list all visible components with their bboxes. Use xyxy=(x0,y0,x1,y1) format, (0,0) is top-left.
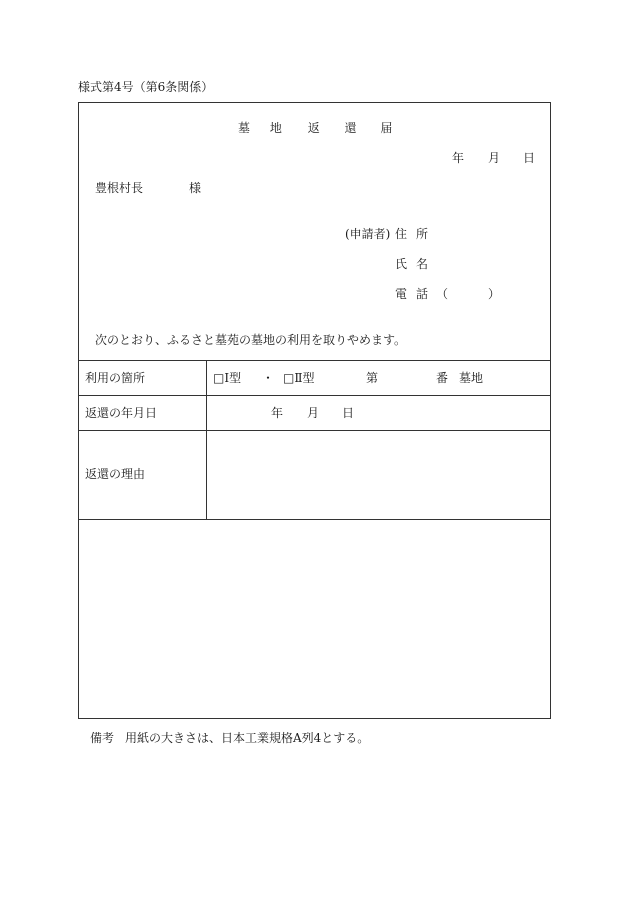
address-label xyxy=(395,227,428,241)
applicant-prefix: (申請者) xyxy=(345,227,391,241)
address-char: 所 xyxy=(416,227,429,241)
type-separator: ・ xyxy=(262,371,275,385)
return-date-day: 日 xyxy=(342,406,355,420)
name-char: 氏 xyxy=(395,257,408,271)
return-date-label: 返還の年月日 xyxy=(85,406,158,420)
phone-open-paren: （ xyxy=(436,287,449,301)
form-title xyxy=(238,121,392,135)
name-char: 名 xyxy=(416,257,429,271)
note-text: 用紙の大きさは、日本工業規格A列4とする。 xyxy=(125,731,370,745)
phone-close-paren: ） xyxy=(488,287,501,301)
title-char: 墓 xyxy=(238,121,251,135)
name-label xyxy=(395,257,428,271)
lot-ban: 番 xyxy=(436,371,449,385)
row-divider-location-top xyxy=(78,360,551,361)
date-day: 日 xyxy=(523,151,536,165)
phone-label xyxy=(395,287,428,301)
location-label: 利用の箇所 xyxy=(85,371,146,385)
address-char: 住 xyxy=(395,227,408,241)
type-two-checkbox[interactable]: □Ⅱ型 xyxy=(283,371,315,385)
lot-dai: 第 xyxy=(366,371,379,385)
remarks-area[interactable] xyxy=(79,520,550,718)
title-char: 地 xyxy=(269,121,282,135)
row-divider-date-top xyxy=(78,395,551,396)
return-date-year: 年 xyxy=(271,406,284,420)
reason-input-area[interactable] xyxy=(207,431,550,518)
title-char: 届 xyxy=(380,121,393,135)
date-month: 月 xyxy=(488,151,501,165)
note-label: 備考 xyxy=(90,731,115,745)
statement-text: 次のとおり、ふるさと墓苑の墓地の利用を取りやめます。 xyxy=(95,333,407,347)
return-date-month: 月 xyxy=(307,406,320,420)
type-one-checkbox[interactable]: □Ⅰ型 xyxy=(213,371,242,385)
phone-char: 話 xyxy=(416,287,429,301)
title-char: 還 xyxy=(344,121,357,135)
title-char: 返 xyxy=(307,121,320,135)
date-year: 年 xyxy=(452,151,465,165)
addressee-honorific: 様 xyxy=(189,181,202,195)
addressee-name: 豊根村長 xyxy=(95,181,144,195)
phone-char: 電 xyxy=(395,287,408,301)
reason-label: 返還の理由 xyxy=(85,467,146,481)
lot-bochi: 墓地 xyxy=(459,371,484,385)
form-number: 様式第4号（第6条関係） xyxy=(78,80,214,94)
